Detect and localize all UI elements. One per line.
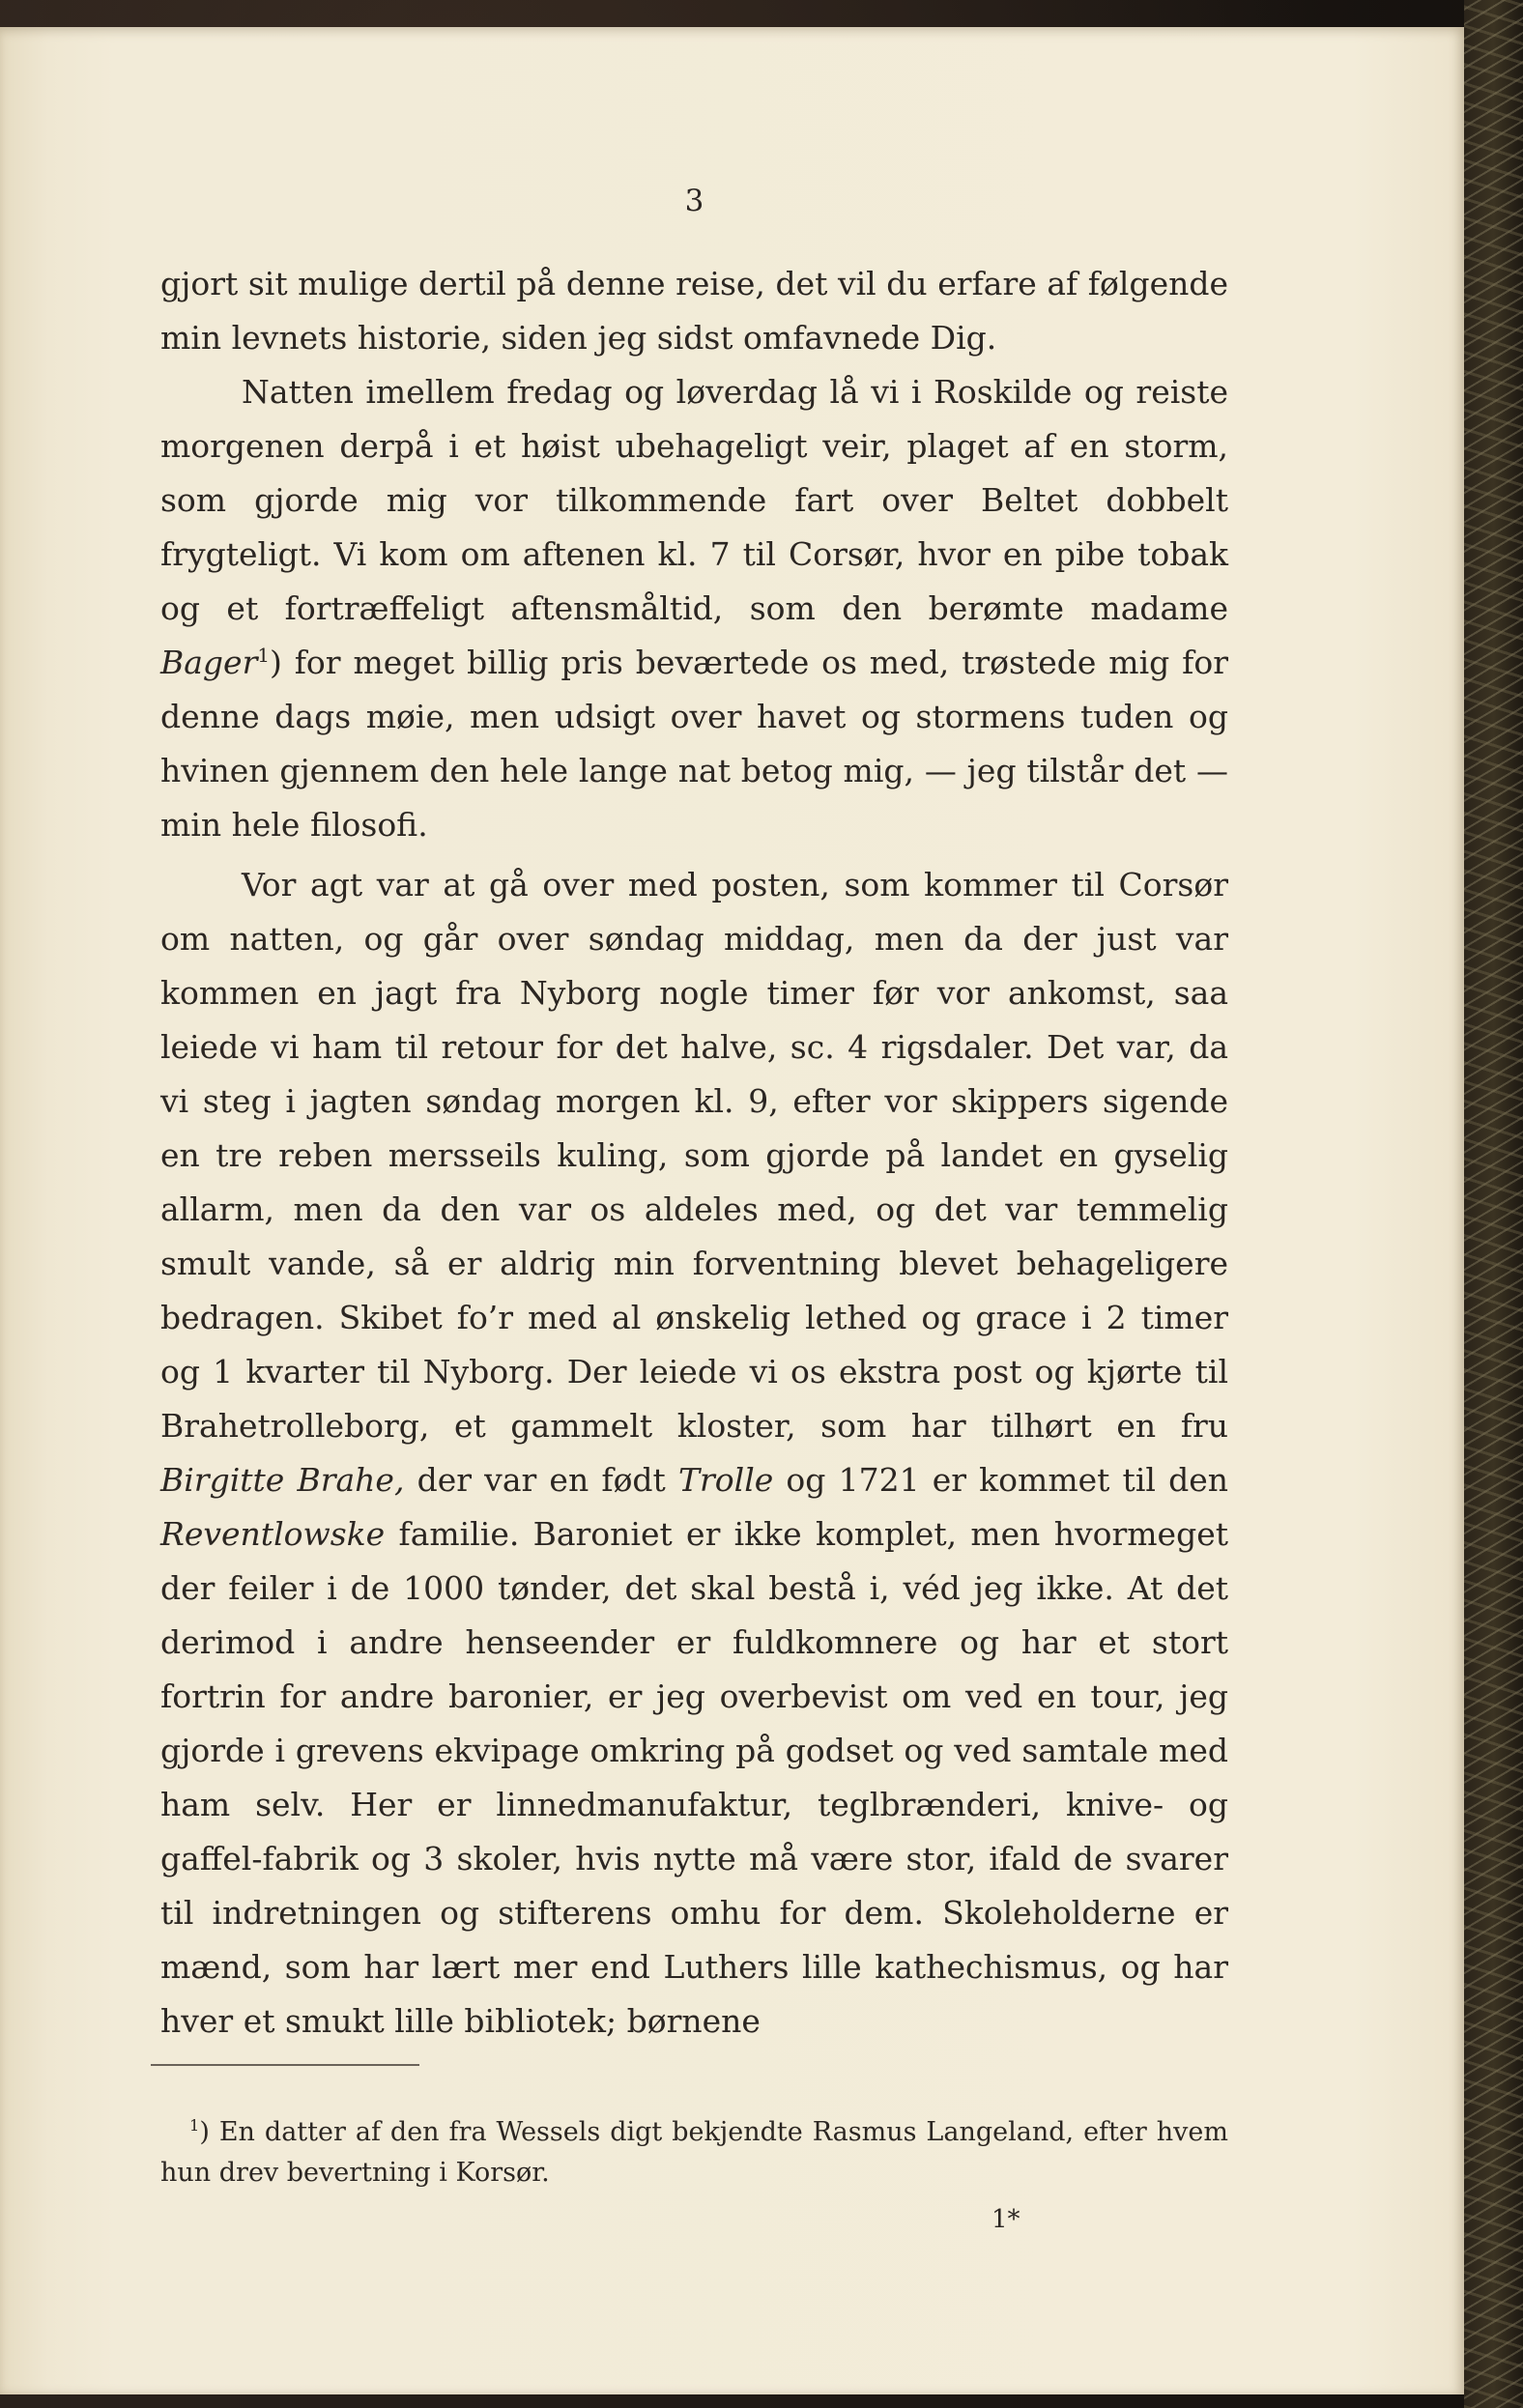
paragraph-3-text-b: der var en født — [404, 1461, 678, 1499]
paragraph-2 — [160, 365, 1228, 852]
paragraph-2-text-b: ) for meget billig pris beværtede os med, trøstede mig for denne dags møie, men udsigt over havet og stormens tuden og hvinen gjennem den hele lange nat betog mig, — jeg tilstår det — min hele filosofi. — [160, 644, 1228, 844]
footnote — [160, 2112, 1228, 2193]
paragraph-3-text-a: Vor agt var at gå over med posten, som kommer til Corsør om natten, og går over søndag middag, men da der just var kommen en jagt fra Nyborg nogle timer før vor ankomst, saa leiede vi ham til retour for det halve, sc. 4 rigsdaler. Det var, da vi steg i jagten søndag morgen kl. 9, efter vor skippers sigende en tre reben mersseils kuling, som gjorde på landet en gyselig allarm, men da den var os aldeles med, og det var temmelig smult vande, så er aldrig min forventning blevet behageligere bedragen. Skibet fo’r med al ønskelig lethed og grace i 2 timer og 1 kvarter til Nyborg. Der leiede vi os ekstra post og kjørte til Brahetrolleborg, et gammelt kloster, som har tilhørt en fru — [160, 866, 1228, 1445]
paragraph-1: gjort sit mulige dertil på denne reise, det vil du erfare af følgende min levnets historie, siden jeg sidst omfavnede Dig. — [160, 265, 1228, 357]
name-bager: Bager — [160, 644, 258, 681]
paragraph-3 — [160, 858, 1228, 2049]
book-page — [0, 27, 1464, 2394]
footnote-divider — [151, 2064, 419, 2066]
page-number: 3 — [684, 184, 704, 218]
name-reventlowske: Reventlowske — [160, 1515, 386, 1553]
name-trolle: Trolle — [677, 1461, 774, 1499]
signature-mark: 1* — [991, 2205, 1020, 2234]
marbled-endpaper — [1464, 0, 1523, 2408]
footnote-marker: 1 — [189, 2116, 200, 2135]
paragraph-3-text-c: og 1721 er kommet til den — [773, 1461, 1228, 1499]
name-birgitte-brahe: Birgitte Brahe, — [160, 1461, 405, 1499]
body-text — [160, 257, 1228, 2049]
paragraph-2-text-a: Natten imellem fredag og løverdag lå vi i Roskilde og reiste morgenen derpå i et høist ubehageligt veir, plaget af en storm, som gjorde mig vor tilkommende fart over Beltet dobbelt frygteligt. Vi kom om aftenen kl. 7 til Corsør, hvor en pibe tobak og et fortræffeligt aftensmåltid, som den berømte madame — [160, 373, 1228, 627]
footnote-ref-1: 1 — [257, 645, 270, 667]
footnote-text: ) En datter af den fra Wessels digt bekjendte Rasmus Langeland, efter hvem hun drev bevertning i Korsør. — [160, 2117, 1228, 2188]
paragraph-3-text-d: familie. Baroniet er ikke komplet, men hvormeget der feiler i de 1000 tønder, det skal bestå i, véd jeg ikke. At det derimod i andre henseender er fuldkomnere og har et stort fortrin for andre baronier, er jeg overbevist om ved en tour, jeg gjorde i grevens ekvipage omkring på godset og ved samtale med ham selv. Her er linnedmanufaktur, teglbrænderi, knive- og gaffel-fabrik og 3 skoler, hvis nytte må være stor, ifald de svarer til indretningen og stifterens omhu for dem. Skoleholderne er mænd, som har lært mer end Luthers lille kathechismus, og har hver et smukt lille bibliotek; børnene — [160, 1515, 1228, 2040]
